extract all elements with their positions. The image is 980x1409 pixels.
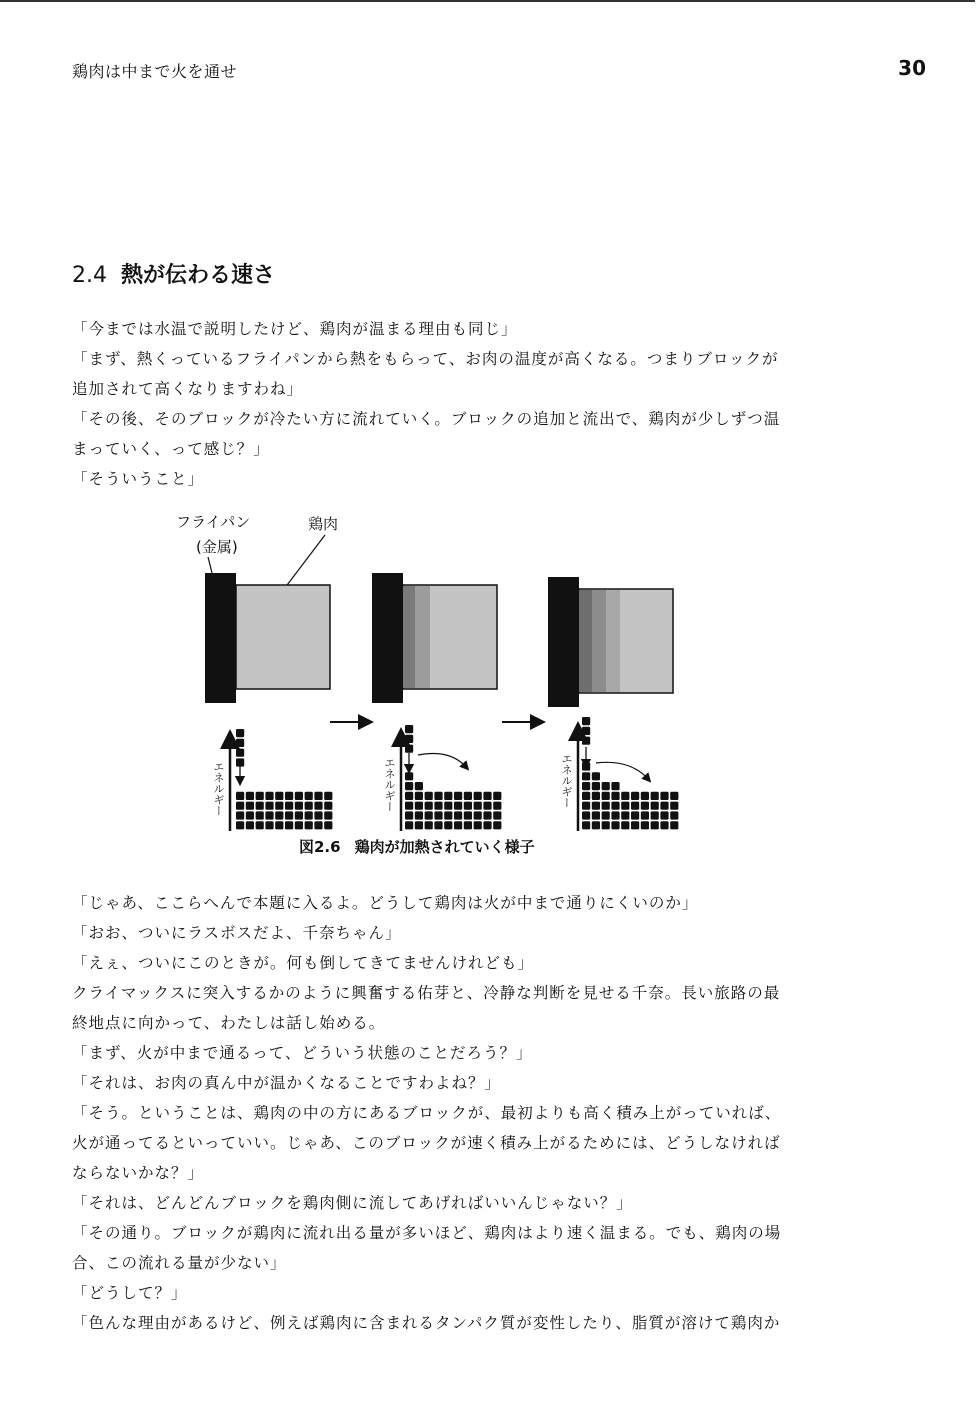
frying-pan bbox=[548, 577, 579, 707]
energy-block bbox=[582, 802, 590, 810]
energy-block bbox=[602, 821, 610, 829]
energy-block bbox=[265, 802, 273, 810]
energy-block bbox=[602, 782, 610, 790]
label-chicken: 鶏肉 bbox=[308, 515, 339, 533]
energy-block bbox=[611, 811, 619, 819]
energy-block bbox=[256, 792, 264, 800]
energy-block bbox=[236, 821, 244, 829]
energy-block bbox=[582, 762, 590, 770]
energy-block bbox=[275, 802, 283, 810]
energy-block bbox=[641, 802, 649, 810]
energy-axis-label: エネルギー bbox=[383, 757, 396, 812]
running-header: 鶏肉は中まで火を通せ bbox=[72, 62, 238, 81]
energy-block bbox=[415, 792, 423, 800]
energy-block bbox=[582, 772, 590, 780]
energy-block bbox=[305, 792, 313, 800]
energy-block bbox=[314, 821, 322, 829]
energy-block bbox=[483, 802, 491, 810]
energy-block bbox=[454, 811, 462, 819]
energy-block bbox=[582, 717, 590, 725]
energy-block bbox=[621, 821, 629, 829]
paragraph: 「色んな理由があるけど、例えば鶏肉に含まれるタンパク質が変性したり、脂質が溶けて鶏肉か bbox=[72, 1314, 781, 1332]
meat-heated-layer bbox=[592, 590, 606, 692]
body-text-before-figure bbox=[72, 314, 784, 494]
energy-block bbox=[493, 821, 501, 829]
energy-block bbox=[474, 802, 482, 810]
energy-block bbox=[582, 811, 590, 819]
energy-block bbox=[464, 811, 472, 819]
paragraph: クライマックスに突入するかのように興奮する佑芽と、冷静な判断を見せる千奈。長い旅路の最終地点に向かって、わたしは話し始める。 bbox=[72, 984, 781, 1032]
energy-block bbox=[305, 811, 313, 819]
energy-block bbox=[415, 802, 423, 810]
energy-block bbox=[285, 811, 293, 819]
energy-block bbox=[670, 821, 678, 829]
meat-slab bbox=[236, 585, 330, 689]
energy-block bbox=[454, 792, 462, 800]
energy-block bbox=[444, 821, 452, 829]
energy-block bbox=[405, 782, 413, 790]
energy-block bbox=[405, 802, 413, 810]
energy-block bbox=[275, 811, 283, 819]
paragraph: 「じゃあ、ここらへんで本題に入るよ。どうして鶏肉は火が中まで通りにくいのか」 bbox=[72, 894, 699, 912]
energy-blocks bbox=[236, 717, 678, 829]
frying-pan bbox=[372, 573, 403, 703]
energy-block bbox=[324, 802, 332, 810]
energy-block bbox=[305, 821, 313, 829]
energy-axis-label: エネルギー bbox=[560, 753, 573, 808]
energy-block bbox=[454, 821, 462, 829]
energy-block bbox=[405, 811, 413, 819]
energy-block bbox=[434, 821, 442, 829]
page-number: 30 bbox=[898, 56, 926, 80]
energy-block bbox=[415, 811, 423, 819]
energy-block bbox=[474, 821, 482, 829]
meat-heated-layer bbox=[403, 586, 415, 688]
paragraph: 「おお、ついにラスボスだよ、千奈ちゃん」 bbox=[72, 924, 402, 942]
figure-illustration bbox=[160, 505, 720, 835]
energy-block bbox=[285, 821, 293, 829]
energy-block bbox=[236, 739, 244, 747]
paragraph: 「今までは水温で説明したけど、鶏肉が温まる理由も同じ」 bbox=[72, 320, 518, 338]
energy-block bbox=[631, 802, 639, 810]
paragraph: 「その通り。ブロックが鶏肉に流れ出る量が多いほど、鶏肉はより速く温まる。でも、鶏肉の場合、この流れる量が少ない」 bbox=[72, 1224, 782, 1272]
energy-block bbox=[660, 792, 668, 800]
energy-block bbox=[405, 725, 413, 733]
energy-block bbox=[444, 811, 452, 819]
section-title: 熱が伝わる速さ bbox=[121, 263, 276, 288]
energy-block bbox=[493, 802, 501, 810]
energy-block bbox=[265, 792, 273, 800]
heat-flow-arrow bbox=[596, 762, 648, 779]
energy-block bbox=[611, 792, 619, 800]
body-text-after-figure bbox=[72, 888, 784, 1338]
energy-block bbox=[405, 772, 413, 780]
energy-block bbox=[236, 729, 244, 737]
paragraph: 「えぇ、ついにこのときが。何も倒してきてませんけれども」 bbox=[72, 954, 535, 972]
energy-block bbox=[246, 811, 254, 819]
energy-block bbox=[592, 772, 600, 780]
energy-block bbox=[295, 792, 303, 800]
energy-block bbox=[324, 811, 332, 819]
energy-block bbox=[434, 802, 442, 810]
paragraph: 「まず、火が中まで通るって、どういう状態のことだろう？」 bbox=[72, 1044, 533, 1062]
energy-block bbox=[474, 792, 482, 800]
energy-block bbox=[236, 811, 244, 819]
energy-block bbox=[405, 735, 413, 743]
energy-block bbox=[611, 782, 619, 790]
energy-block bbox=[295, 821, 303, 829]
energy-block bbox=[256, 821, 264, 829]
energy-block bbox=[670, 792, 678, 800]
energy-block bbox=[592, 821, 600, 829]
energy-block bbox=[265, 811, 273, 819]
energy-block bbox=[621, 792, 629, 800]
energy-block bbox=[324, 821, 332, 829]
energy-block bbox=[246, 802, 254, 810]
energy-block bbox=[493, 792, 501, 800]
figure-caption bbox=[299, 836, 535, 857]
energy-block bbox=[405, 745, 413, 753]
energy-block bbox=[651, 811, 659, 819]
energy-block bbox=[592, 782, 600, 790]
figure-heating bbox=[160, 505, 720, 865]
energy-block bbox=[621, 802, 629, 810]
energy-block bbox=[295, 811, 303, 819]
energy-block bbox=[474, 811, 482, 819]
energy-block bbox=[275, 821, 283, 829]
figure-caption-text: 鶏肉が加熱されていく様子 bbox=[354, 838, 535, 856]
energy-block bbox=[444, 792, 452, 800]
energy-block bbox=[236, 792, 244, 800]
energy-block bbox=[582, 737, 590, 745]
paragraph: 「どうして？」 bbox=[72, 1284, 188, 1302]
energy-block bbox=[305, 802, 313, 810]
energy-block bbox=[405, 792, 413, 800]
energy-block bbox=[246, 821, 254, 829]
energy-block bbox=[425, 821, 433, 829]
meat-heated-layer bbox=[415, 586, 430, 688]
energy-block bbox=[236, 749, 244, 757]
energy-block bbox=[631, 792, 639, 800]
energy-block bbox=[434, 811, 442, 819]
label-pan-material: (金属) bbox=[196, 538, 238, 556]
energy-block bbox=[582, 821, 590, 829]
energy-block bbox=[256, 811, 264, 819]
energy-block bbox=[651, 802, 659, 810]
page-top-rule bbox=[0, 0, 975, 2]
energy-block bbox=[641, 811, 649, 819]
energy-block bbox=[415, 821, 423, 829]
energy-block bbox=[405, 821, 413, 829]
energy-block bbox=[483, 792, 491, 800]
energy-block bbox=[582, 782, 590, 790]
energy-block bbox=[670, 811, 678, 819]
energy-block bbox=[670, 802, 678, 810]
energy-block bbox=[602, 802, 610, 810]
energy-block bbox=[592, 792, 600, 800]
energy-block bbox=[425, 792, 433, 800]
energy-block bbox=[265, 821, 273, 829]
energy-block bbox=[631, 811, 639, 819]
energy-block bbox=[314, 811, 322, 819]
energy-block bbox=[236, 802, 244, 810]
energy-block bbox=[651, 792, 659, 800]
paragraph: 「その後、そのブロックが冷たい方に流れていく。ブロックの追加と流出で、鶏肉が少しずつ温まっていく、って感じ？」 bbox=[72, 410, 781, 458]
paragraph: 「まず、熱くっているフライパンから熱をもらって、お肉の温度が高くなる。つまりブロックが追加されて高くなりますわね」 bbox=[72, 350, 779, 398]
energy-block bbox=[592, 802, 600, 810]
paragraph: 「そういうこと」 bbox=[72, 470, 205, 488]
energy-block bbox=[454, 802, 462, 810]
energy-block bbox=[324, 792, 332, 800]
paragraph: 「それは、どんどんブロックを鶏肉側に流してあげればいいんじゃない？」 bbox=[72, 1194, 633, 1212]
energy-block bbox=[314, 802, 322, 810]
energy-block bbox=[660, 811, 668, 819]
energy-block bbox=[275, 792, 283, 800]
energy-block bbox=[236, 758, 244, 766]
energy-block bbox=[611, 821, 619, 829]
energy-block bbox=[582, 727, 590, 735]
meat-heated-layer bbox=[579, 590, 592, 692]
energy-block bbox=[246, 792, 254, 800]
energy-block bbox=[602, 792, 610, 800]
energy-block bbox=[444, 802, 452, 810]
energy-block bbox=[434, 792, 442, 800]
heat-flow-arrow bbox=[418, 754, 466, 768]
energy-block bbox=[641, 821, 649, 829]
energy-block bbox=[464, 792, 472, 800]
energy-block bbox=[641, 792, 649, 800]
energy-block bbox=[582, 792, 590, 800]
energy-block bbox=[285, 802, 293, 810]
frying-pan bbox=[205, 573, 236, 703]
energy-block bbox=[256, 802, 264, 810]
meat-heated-layer bbox=[606, 590, 620, 692]
energy-block bbox=[464, 802, 472, 810]
paragraph: 「そう。ということは、鶏肉の中の方にあるブロックが、最初よりも高く積み上がっていれば、火が通ってるといっていい。じゃあ、このブロックが速く積み上がるためには、どうしなければならないかな？」 bbox=[72, 1104, 782, 1182]
section-number: 2.4 bbox=[72, 263, 107, 288]
energy-block bbox=[425, 802, 433, 810]
energy-block bbox=[493, 811, 501, 819]
pan-leader-line bbox=[208, 557, 212, 573]
energy-block bbox=[415, 782, 423, 790]
energy-block bbox=[602, 811, 610, 819]
energy-block bbox=[660, 821, 668, 829]
energy-block bbox=[611, 802, 619, 810]
section-heading bbox=[72, 258, 275, 289]
label-frying-pan: フライパン bbox=[176, 513, 251, 531]
energy-block bbox=[464, 821, 472, 829]
energy-axis-label: エネルギー bbox=[212, 761, 225, 816]
energy-block bbox=[651, 821, 659, 829]
energy-block bbox=[660, 802, 668, 810]
energy-block bbox=[314, 792, 322, 800]
energy-block bbox=[631, 821, 639, 829]
paragraph: 「それは、お肉の真ん中が温かくなることですわよね？」 bbox=[72, 1074, 502, 1092]
energy-block bbox=[592, 811, 600, 819]
energy-block bbox=[483, 821, 491, 829]
figure-number: 図2.6 bbox=[299, 838, 341, 856]
energy-block bbox=[621, 811, 629, 819]
energy-block bbox=[483, 811, 491, 819]
energy-block bbox=[295, 802, 303, 810]
energy-block bbox=[285, 792, 293, 800]
energy-block bbox=[425, 811, 433, 819]
